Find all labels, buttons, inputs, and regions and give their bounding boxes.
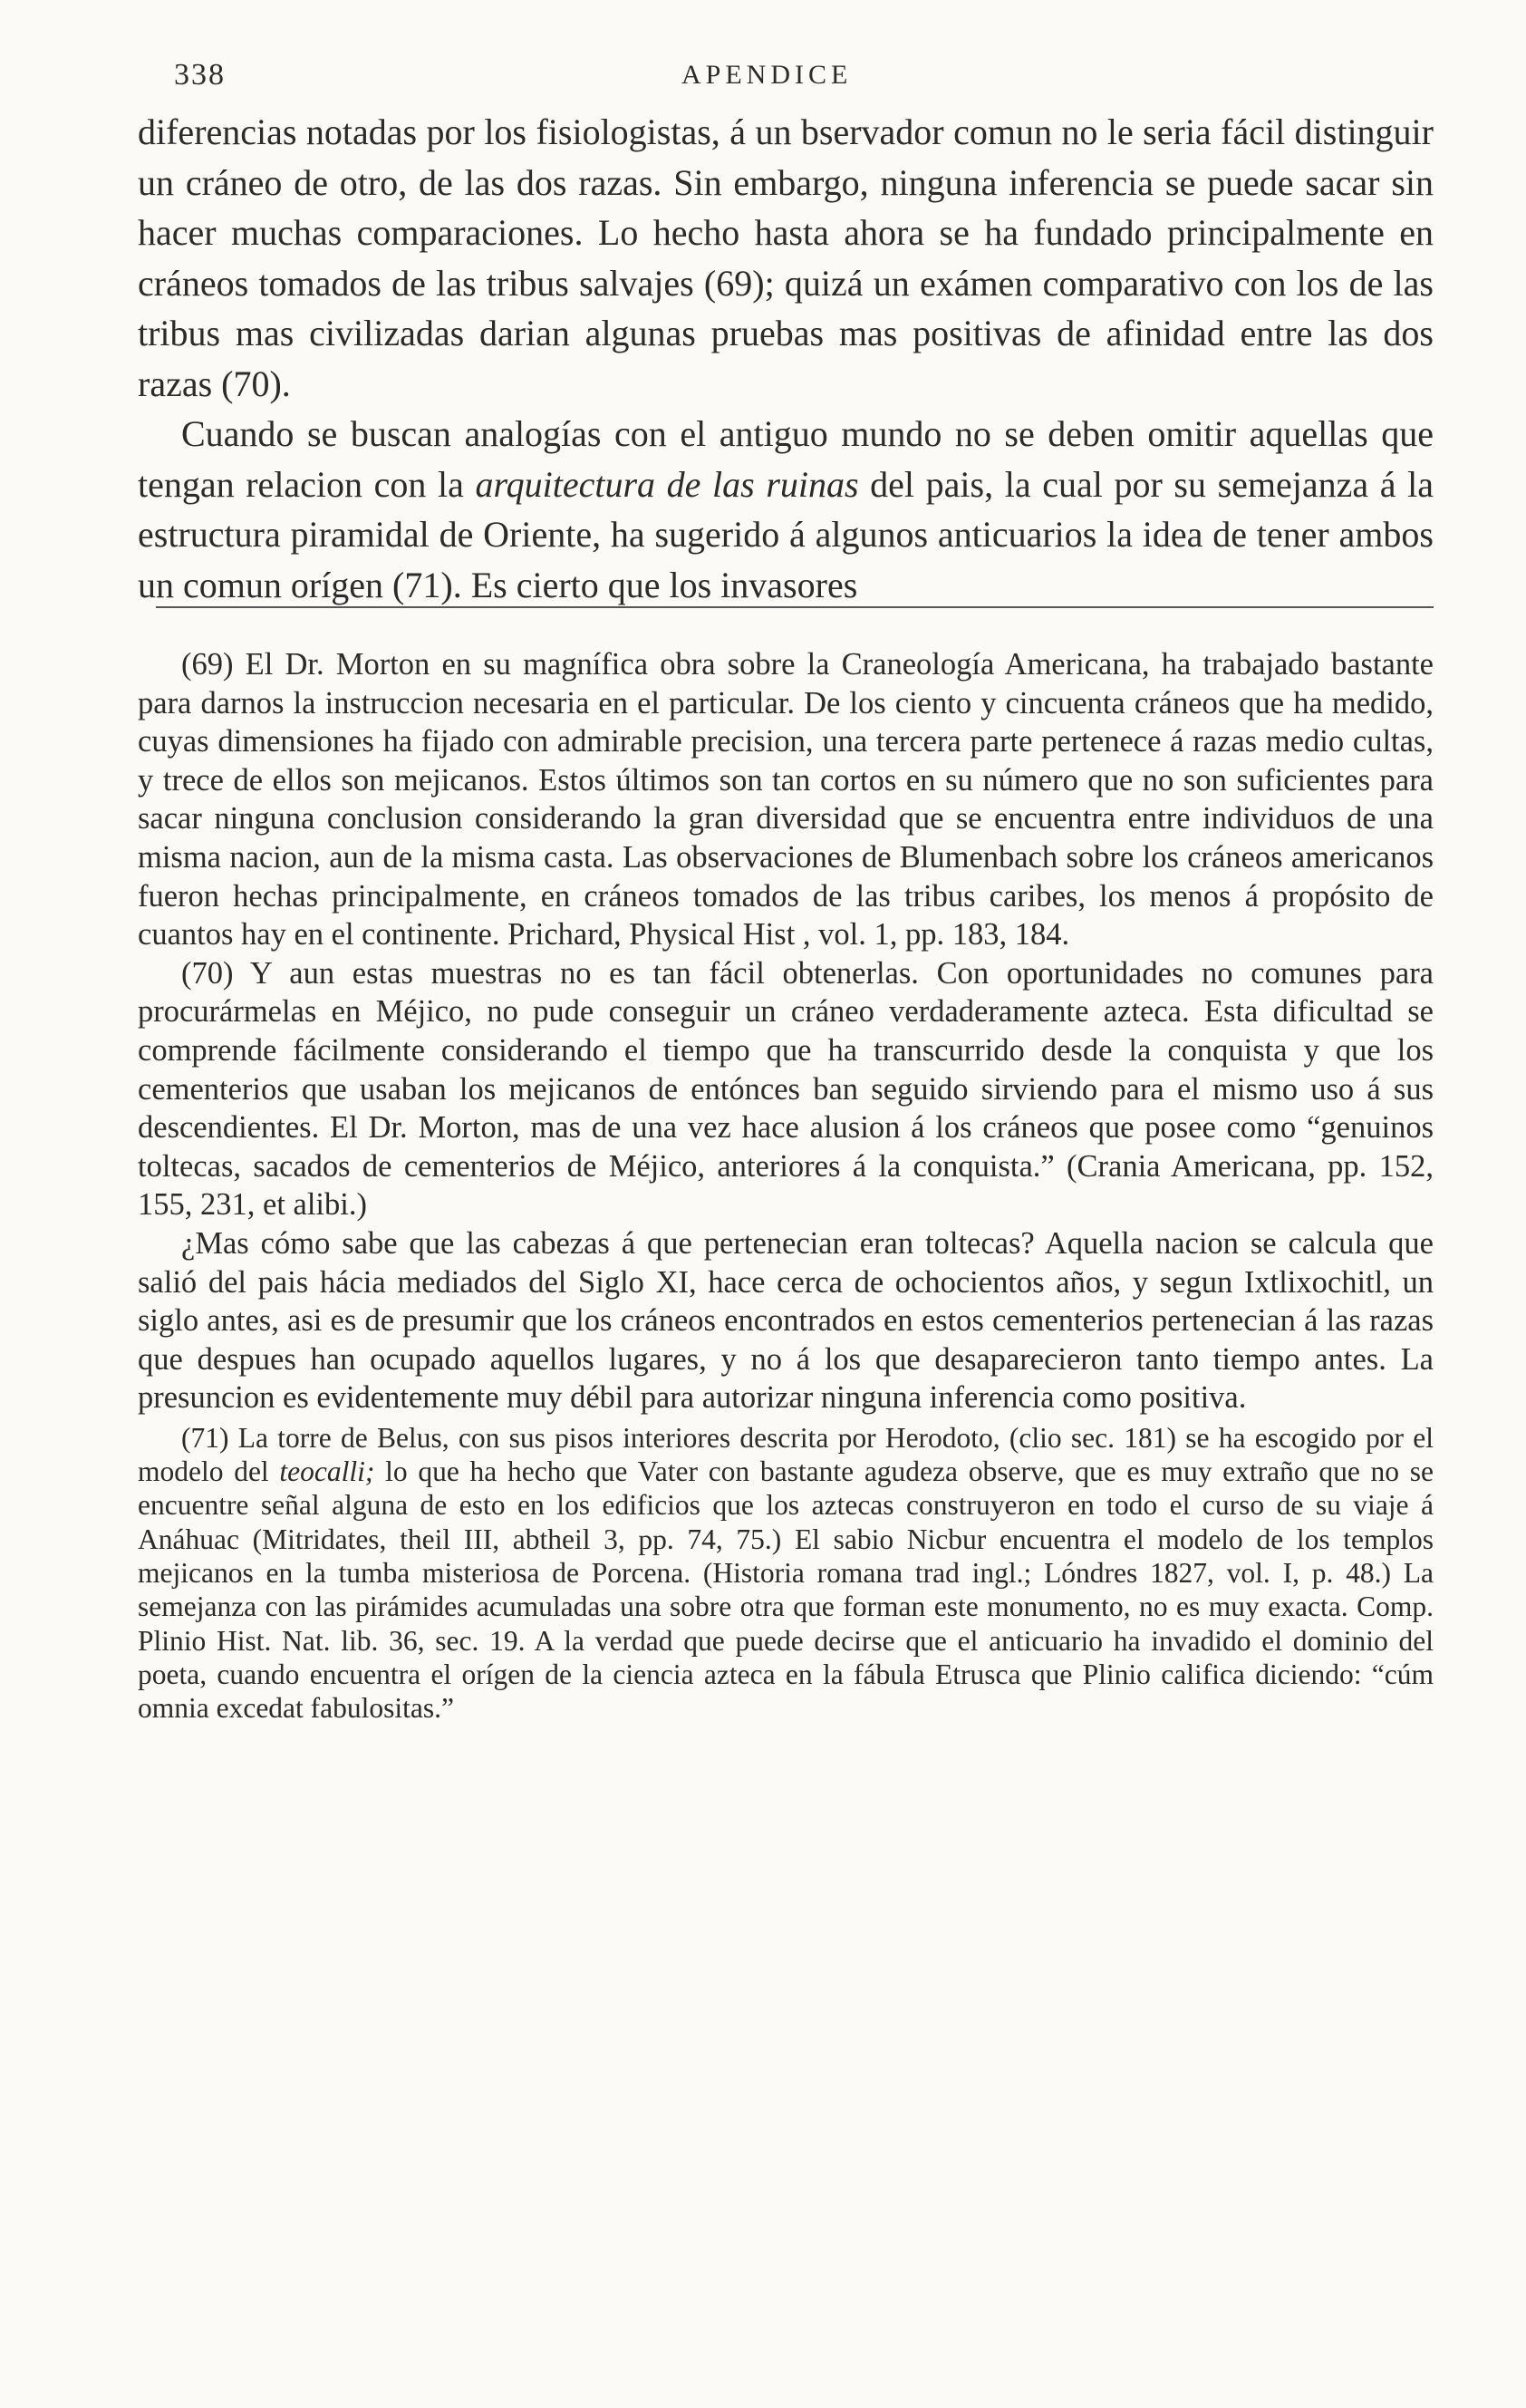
footnotes — [138, 645, 1434, 1726]
footnote-71-italic: teocalli; — [279, 1455, 375, 1488]
body-paragraph-2-text-a: Cuando se buscan analogías con el antiguo mundo no se deben omitir aquellas que tengan relacion con la — [138, 413, 1434, 505]
footnote-70-continuation: ¿Mas cómo sabe que las cabezas á que pertenecian eran toltecas? Aquella nacion se calcula que salió del pais hácia mediados del Siglo XI, hace cerca de ochocientos años, y segun Ixtlixochitl, un siglo antes, asi es de presumir que los cráneos encontrados en estos cementerios pertenecian á las razas que despues han ocupado aquellos lugares, y no á los que desaparecieron tanto tiempo antes. La presuncion es evidentemente muy débil para autorizar ninguna inferencia como positiva. — [138, 1225, 1434, 1416]
main-text — [138, 107, 1434, 610]
running-head — [174, 58, 1435, 98]
footnote-70: (70) Y aun estas muestras no es tan fácil obtenerlas. Con oportunidades no comunes para procurármelas en Méjico, no pude conseguir un cráneo verdaderamente azteca. Esta dificultad se comprende fácilmente considerando el tiempo que ha transcurrido desde la conquista y que los cementerios que usaban los mejicanos de entónces ban seguido sirviendo para el mismo uso á sus descendientes. El Dr. Morton, mas de una vez hace alusion á los cráneos que posee como “genuinos toltecas, sacados de cementerios de Méjico, anteriores á la conquista.” (Crania Americana, pp. 152, 155, 231, et alibi.) — [138, 955, 1434, 1223]
body-paragraph-2-italic: arquitectura de las ruinas — [475, 463, 859, 505]
body-paragraph-1: diferencias notadas por los fisiologistas, á un bservador comun no le seria fácil distinguir un cráneo de otro, de las dos razas. Sin embargo, ninguna inferencia se puede sacar sin hacer muchas comparaciones. Lo hecho hasta ahora se ha fundado principalmente en cráneos tomados de las tribus salvajes (69); quizá un exámen comparativo con los de las tribus mas civilizadas darian algunas pruebas mas positivas de afinidad entre las dos razas (70). — [138, 111, 1434, 404]
page-number: 338 — [174, 58, 226, 92]
footnote-69: (69) El Dr. Morton en su magnífica obra sobre la Craneología Americana, ha trabajado bastante para darnos la instruccion necesaria en el particular. De los ciento y cincuenta cráneos que ha medido, cuyas dimensiones ha fijado con admirable precision, una tercera parte pertenece á razas medio cultas, y trece de ellos son mejicanos. Estos últimos son tan cortos en su número que no son suficientes para sacar ninguna conclusion considerando la gran diversidad que se encuentra entre individuos de una misma nacion, aun de la misma casta. Las observaciones de Blumenbach sobre los cráneos americanos fueron hechas principalmente, en cráneos tomados de las tribus caribes, los menos á propósito de cuantos hay en el continente. Prichard, Physical Hist , vol. 1, pp. 183, 184. — [138, 647, 1434, 953]
footnote-separator — [156, 606, 1434, 608]
running-title: APENDICE — [681, 60, 853, 90]
footnote-71-text-a: (71) La torre de Belus, con sus pisos interiores descrita por Herodoto, (clio sec. 181) se ha escogido por el modelo del — [138, 1421, 1434, 1488]
footnote-71-text-b: lo que ha hecho que Vater con bastante agudeza observe, que es muy extraño que no se encuentre señal alguna de esto en los edificios que los aztecas construyeron en todo el curso de su viaje á Anáhuac (Mitridates, theil III, abtheil 3, pp. 74, 75.) El sabio Nicbur encuentra el modelo de los templos mejicanos en la tumba misteriosa de Porcena. (Historia romana trad ingl.; Lóndres 1827, vol. I, p. 48.) La semejanza con las pirámides acumuladas una sobre otra que forman este monumento, no es muy exacta. Comp. Plinio Hist. Nat. lib. 36, sec. 19. A la verdad que puede decirse que el anticuario ha invadido el dominio del poeta, cuando encuentra el orígen de la ciencia azteca en la fábula Etrusca que Plinio califica diciendo: “cúm omnia excedat fabulositas.” — [138, 1455, 1434, 1725]
body-paragraph-2-text-b: del pais, la cual por su semejanza á la estructura piramidal de Oriente, ha sugerido á algunos anticuarios la idea de tener ambos un comun orígen (71). Es cierto que los invasores — [138, 463, 1434, 605]
footnote-71 — [138, 1421, 1434, 1726]
body-paragraph-2 — [138, 409, 1434, 610]
